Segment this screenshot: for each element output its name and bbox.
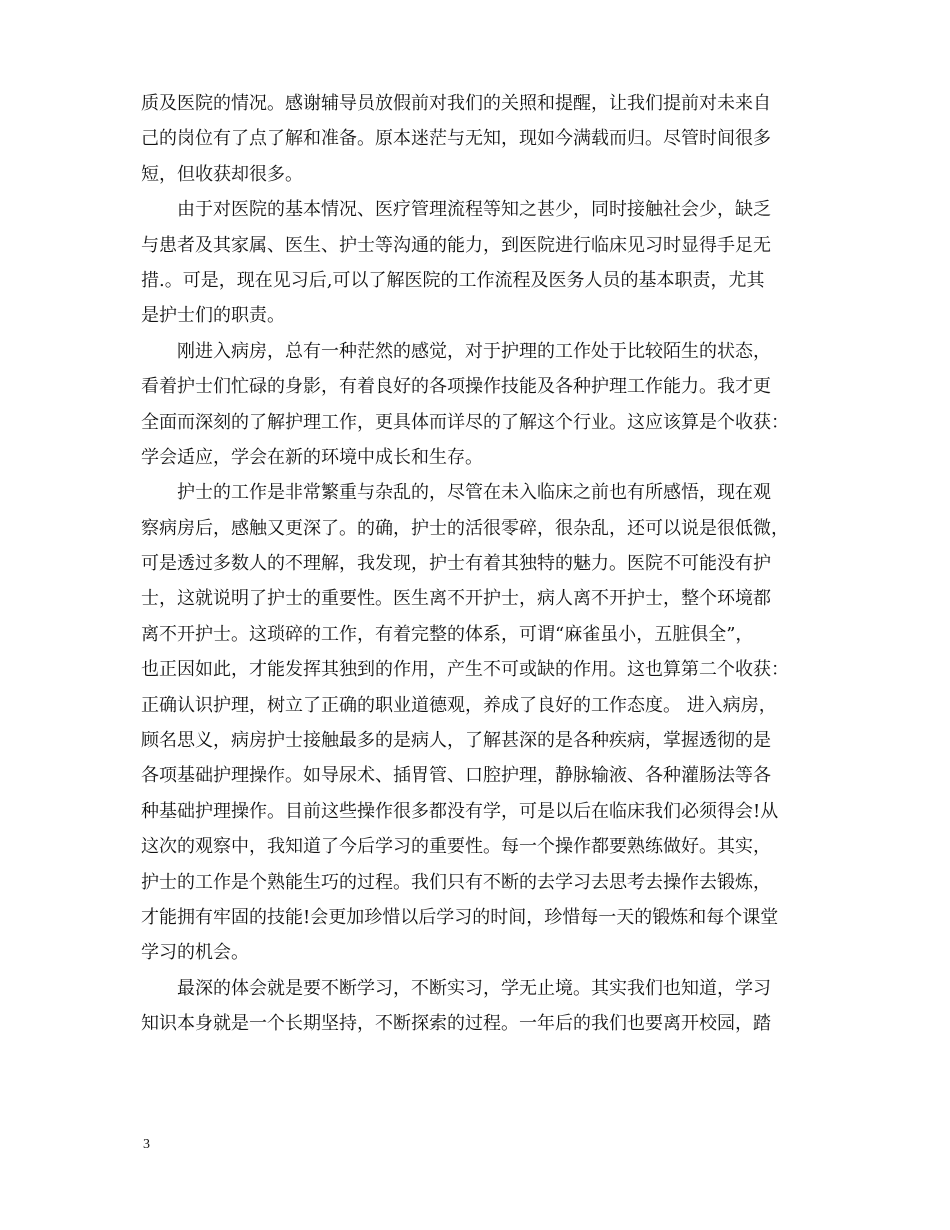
paragraph-2 [141,192,821,334]
text-line: 刚进入病房，总有一种茫然的感觉，对于护理的工作处于比较陌生的状态， [141,340,771,362]
paragraph-4 [141,475,821,970]
text-line: 可是透过多数人的不理解，我发现，护士有着其独特的魅力。医院不可能没有护 [141,553,771,575]
text-line: 质及医院的情况。感谢辅导员放假前对我们的关照和提醒，让我们提前对未来自 [141,93,771,114]
text-line: 最深的体会就是要不断学习，不断实习，学无止境。其实我们也知道，学习 [141,977,771,999]
text-line: 离不开护士。这琐碎的工作，有着完整的体系，可谓“麻雀虽小，五脏俱全”， [141,623,754,645]
text-line: 是护士们的职责。 [141,305,285,327]
text-line: 全面而深刻的了解护理工作，更具体而详尽的了解这个行业。这应该算是个收获： [141,411,789,433]
text-line: 己的岗位有了点了解和准备。原本迷茫与无知，现如今满载而归。尽管时间很多 [141,128,771,150]
text-line: 这次的观察中，我知道了今后学习的重要性。每一个操作都要熟练做好。其实， [141,836,771,858]
text-line: 正确认识护理，树立了正确的职业道德观，养成了良好的工作态度。 进入病房， [141,694,777,716]
text-line: 与患者及其家属、医生、护士等沟通的能力，到医院进行临床见习时显得手足无 [141,234,771,256]
text-line: 学会适应，学会在新的环境中成长和生存。 [141,446,483,468]
text-line: 也正因如此，才能发挥其独到的作用，产生不可或缺的作用。这也算第二个收获： [141,659,789,681]
text-line: 顾名思义，病房护士接触最多的是病人，了解甚深的是各种疾病，掌握透彻的是 [141,730,771,752]
text-line: 措.。可是，现在见习后,可以了解医院的工作流程及医务人员的基本职责，尤其 [141,269,765,291]
text-line: 士，这就说明了护士的重要性。医生离不开护士，病人离不开护士，整个环境都 [141,588,771,610]
document-body [141,86,821,1042]
text-line: 种基础护理操作。目前这些操作很多都没有学，可是以后在临床我们必须得会!从 [141,800,779,822]
text-line: 察病房后，感触又更深了。的确，护士的活很零碎，很杂乱，还可以说是很低微， [141,517,789,539]
text-line: 各项基础护理操作。如导尿术、插胃管、口腔护理，静脉输液、各种灌肠法等各 [141,765,771,787]
paragraph-5 [141,971,821,1042]
text-line: 学习的机会。 [141,942,249,964]
text-line: 才能拥有牢固的技能!会更加珍惜以后学习的时间，珍惜每一天的锻炼和每个课堂 [141,906,779,928]
page-number: 3 [143,1137,150,1152]
text-line: 护士的工作是个熟能生巧的过程。我们只有不断的去学习去思考去操作去锻炼， [141,871,771,893]
text-line: 短，但收获却很多。 [141,163,303,185]
paragraph-1 [141,86,821,192]
text-line: 由于对医院的基本情况、医疗管理流程等知之甚少，同时接触社会少，缺乏 [141,199,771,221]
text-line: 护士的工作是非常繁重与杂乱的，尽管在未入临床之前也有所感悟，现在观 [141,482,771,504]
text-line: 看着护士们忙碌的身影，有着良好的各项操作技能及各种护理工作能力。我才更 [141,376,771,398]
text-line: 知识本身就是一个长期坚持，不断探索的过程。一年后的我们也要离开校园，踏 [141,1013,771,1035]
paragraph-3 [141,334,821,476]
